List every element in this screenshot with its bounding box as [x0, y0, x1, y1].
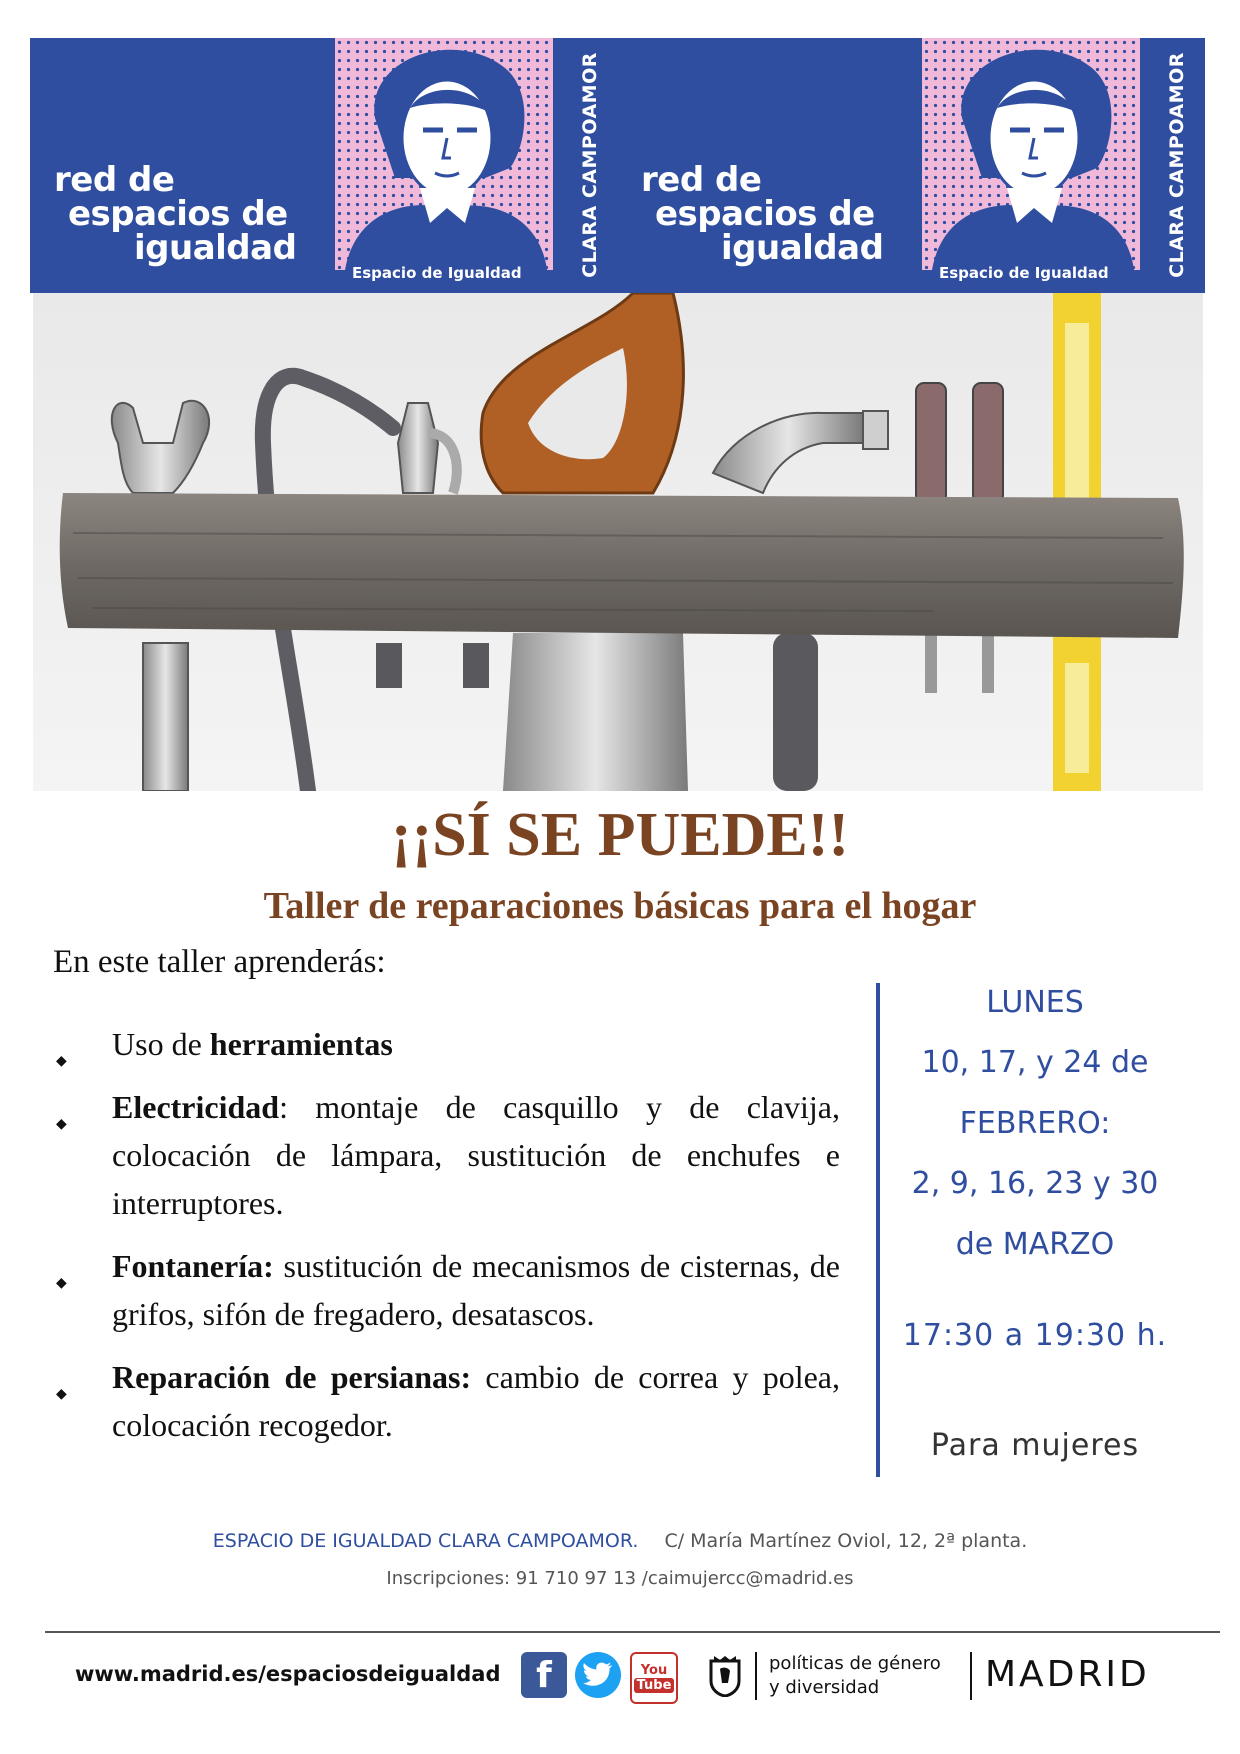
schedule-dates: 10, 17, y 24 de [921, 1045, 1149, 1080]
twitter-icon[interactable] [575, 1652, 621, 1698]
schedule-day: LUNES [986, 985, 1084, 1020]
logo-block-right [617, 38, 1204, 293]
footer-url-link[interactable]: www.madrid.es/espaciosdeigualdad [75, 1662, 501, 1686]
logo-block-left [30, 38, 617, 293]
schedule-month: de MARZO [955, 1227, 1115, 1262]
schedule-month: FEBRERO: [959, 1106, 1111, 1141]
youtube-icon[interactable]: You Tube [630, 1652, 678, 1704]
network-logo-text: red de espacios de igualdad [641, 160, 884, 268]
portrait-image [922, 38, 1140, 270]
center-name-vertical: CLARA CAMPOAMOR [579, 52, 601, 278]
list-item: ◆ Fontanería: sustitución de mecanismos de cisternas, de grifos, sifón de fregadero, desatascos. [56, 1248, 840, 1332]
space-label: Espacio de Igualdad [939, 264, 1109, 282]
main-title: ¡¡SÍ SE PUEDE!! [390, 801, 850, 869]
schedule-time: 17:30 a 19:30 h. [902, 1318, 1168, 1353]
policy-text: políticas de género y diversidad [769, 1653, 941, 1698]
footer-divider [45, 1631, 1220, 1633]
list-item: ◆ Uso de herramientas [50, 1020, 840, 1068]
diamond-bullet-icon: ◆ [56, 1276, 67, 1291]
madrid-shield-icon [708, 1655, 742, 1697]
contact-registration[interactable]: Inscripciones: 91 710 97 13 /caimujercc@madrid.es [386, 1568, 854, 1589]
header-banner [30, 38, 1205, 293]
space-label: Espacio de Igualdad [352, 264, 522, 282]
madrid-wordmark: MADRID [985, 1654, 1150, 1695]
diamond-bullet-icon: ◆ [56, 1054, 67, 1069]
schedule-audience: Para mujeres [930, 1428, 1140, 1463]
list-item: ◆ Electricidad: montaje de casquillo y de clavija, colocación de lámpara, sustitución de enchufes e interruptores. [56, 1089, 840, 1221]
list-item: ◆ Reparación de persianas: cambio de correa y polea, colocación recogedor. [56, 1359, 841, 1443]
portrait-image [335, 38, 553, 270]
diamond-bullet-icon: ◆ [56, 1117, 67, 1132]
intro-text: En este taller aprenderás: [53, 944, 386, 980]
center-name-vertical: CLARA CAMPOAMOR [1166, 52, 1188, 278]
topic-list [50, 1020, 840, 1464]
subtitle: Taller de reparaciones básicas para el hogar [263, 885, 977, 927]
tools-photo [33, 293, 1203, 791]
contact-street: C/ María Martínez Oviol, 12, 2ª planta. [664, 1530, 1028, 1552]
wooden-rail [60, 493, 1184, 638]
network-logo-text: red de espacios de igualdad [54, 160, 297, 268]
footer-separator [970, 1652, 972, 1700]
facebook-icon[interactable]: f [521, 1652, 567, 1698]
contact-name: ESPACIO DE IGUALDAD CLARA CAMPOAMOR. [212, 1530, 639, 1552]
contact-address [0, 1530, 1240, 1552]
footer-separator [755, 1652, 757, 1700]
schedule-divider [876, 983, 880, 1477]
schedule-dates: 2, 9, 16, 23 y 30 [911, 1166, 1159, 1201]
diamond-bullet-icon: ◆ [56, 1387, 67, 1402]
